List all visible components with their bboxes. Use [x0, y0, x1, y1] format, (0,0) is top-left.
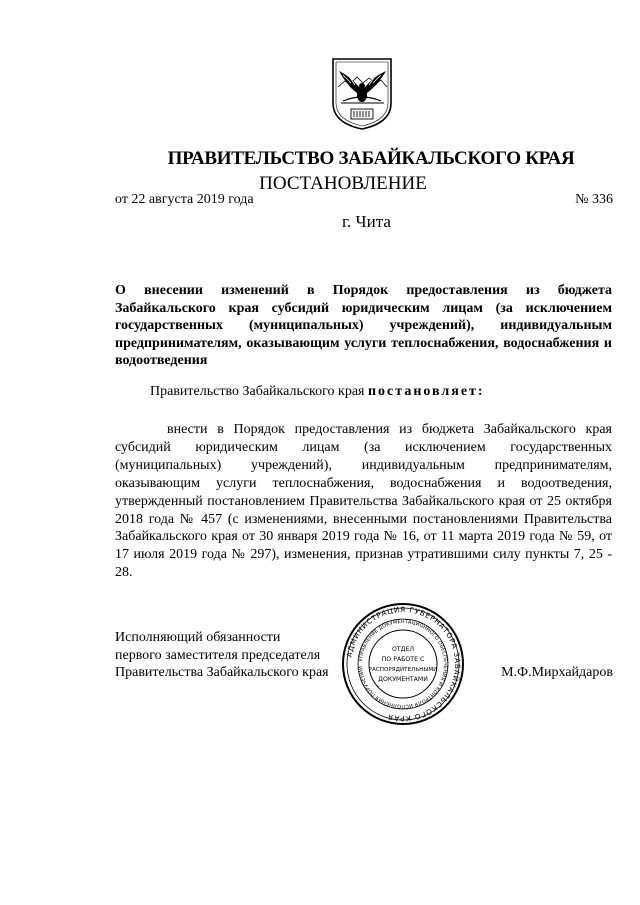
resolution-body: внести в Порядок предоставления из бюджета Забайкальского края субсидий юридическим лицам (за исключением государственных (муниципальных) учреждений), индивидуальным предпринимателям, оказывающим услуги теплоснабжения, водоснабжения и водоотведения, утвержденный постановлением Правительства Забайкальского края от 25 октября 2018 года № 457 (с изменениями, внесенными постановлениями Правительства Забайкальского края от 30 января 2019 года № 16, от 11 марта 2019 года № 59, от 17 июля 2019 года № 297), изменения, признав утратившими силу пункты 7, 25 - 28.	[115, 422, 612, 581]
stamp-inner-ring-text: УПРАВЛЕНИЕ ДОКУМЕНТАЦИОННОГО ОБЕСПЕЧЕНИЯ И КОНТРОЛЯ ИСПОЛНЕНИЯ ПОРУЧЕНИЙ	[358, 618, 449, 710]
preamble-text: Правительство Забайкальского края	[150, 384, 368, 399]
document-subject: О внесении изменений в Порядок предоставления из бюджета Забайкальского края субсидий юридическим лицам (за исключением государственных (муниципальных) учреждений), индивидуальным предпринимателям, оказывающим услуги теплоснабжения, водоснабжения и водоотведения	[115, 283, 612, 369]
coat-of-arms-emblem	[329, 57, 395, 131]
signatory-line-3: Правительства Забайкальского края	[115, 665, 329, 680]
stamp-outer-ring-text: АДМИНИСТРАЦИЯ ГУБЕРНАТОРА ЗАБАЙКАЛЬСКОГО КРАЯ	[344, 604, 463, 724]
signatory-position	[115, 629, 329, 682]
government-title: ПРАВИТЕЛЬСТВО ЗАБАЙКАЛЬСКОГО КРАЯ	[167, 148, 575, 169]
official-stamp	[340, 601, 466, 727]
stamp-center-line: ПО РАБОТЕ С	[381, 656, 425, 663]
stamp-center-line: ОТДЕЛ	[391, 646, 415, 653]
document-type: ПОСТАНОВЛЕНИЕ	[259, 173, 427, 194]
document-city: г. Чита	[342, 212, 391, 231]
signatory-line-1: Исполняющий обязанности	[115, 630, 281, 645]
preamble-emphasis: постановляет:	[367, 384, 485, 399]
document-date: от 22 августа 2019 года	[115, 192, 254, 207]
document-number: № 336	[575, 192, 613, 207]
signatory-line-2: первого заместителя председателя	[115, 647, 321, 663]
preamble	[150, 384, 485, 400]
signatory-name: М.Ф.Мирхайдаров	[501, 665, 613, 680]
stamp-center-line: ДОКУМЕНТАМИ	[378, 676, 428, 683]
stamp-center-line: РАСПОРЯДИТЕЛЬНЫМИ	[368, 667, 438, 673]
